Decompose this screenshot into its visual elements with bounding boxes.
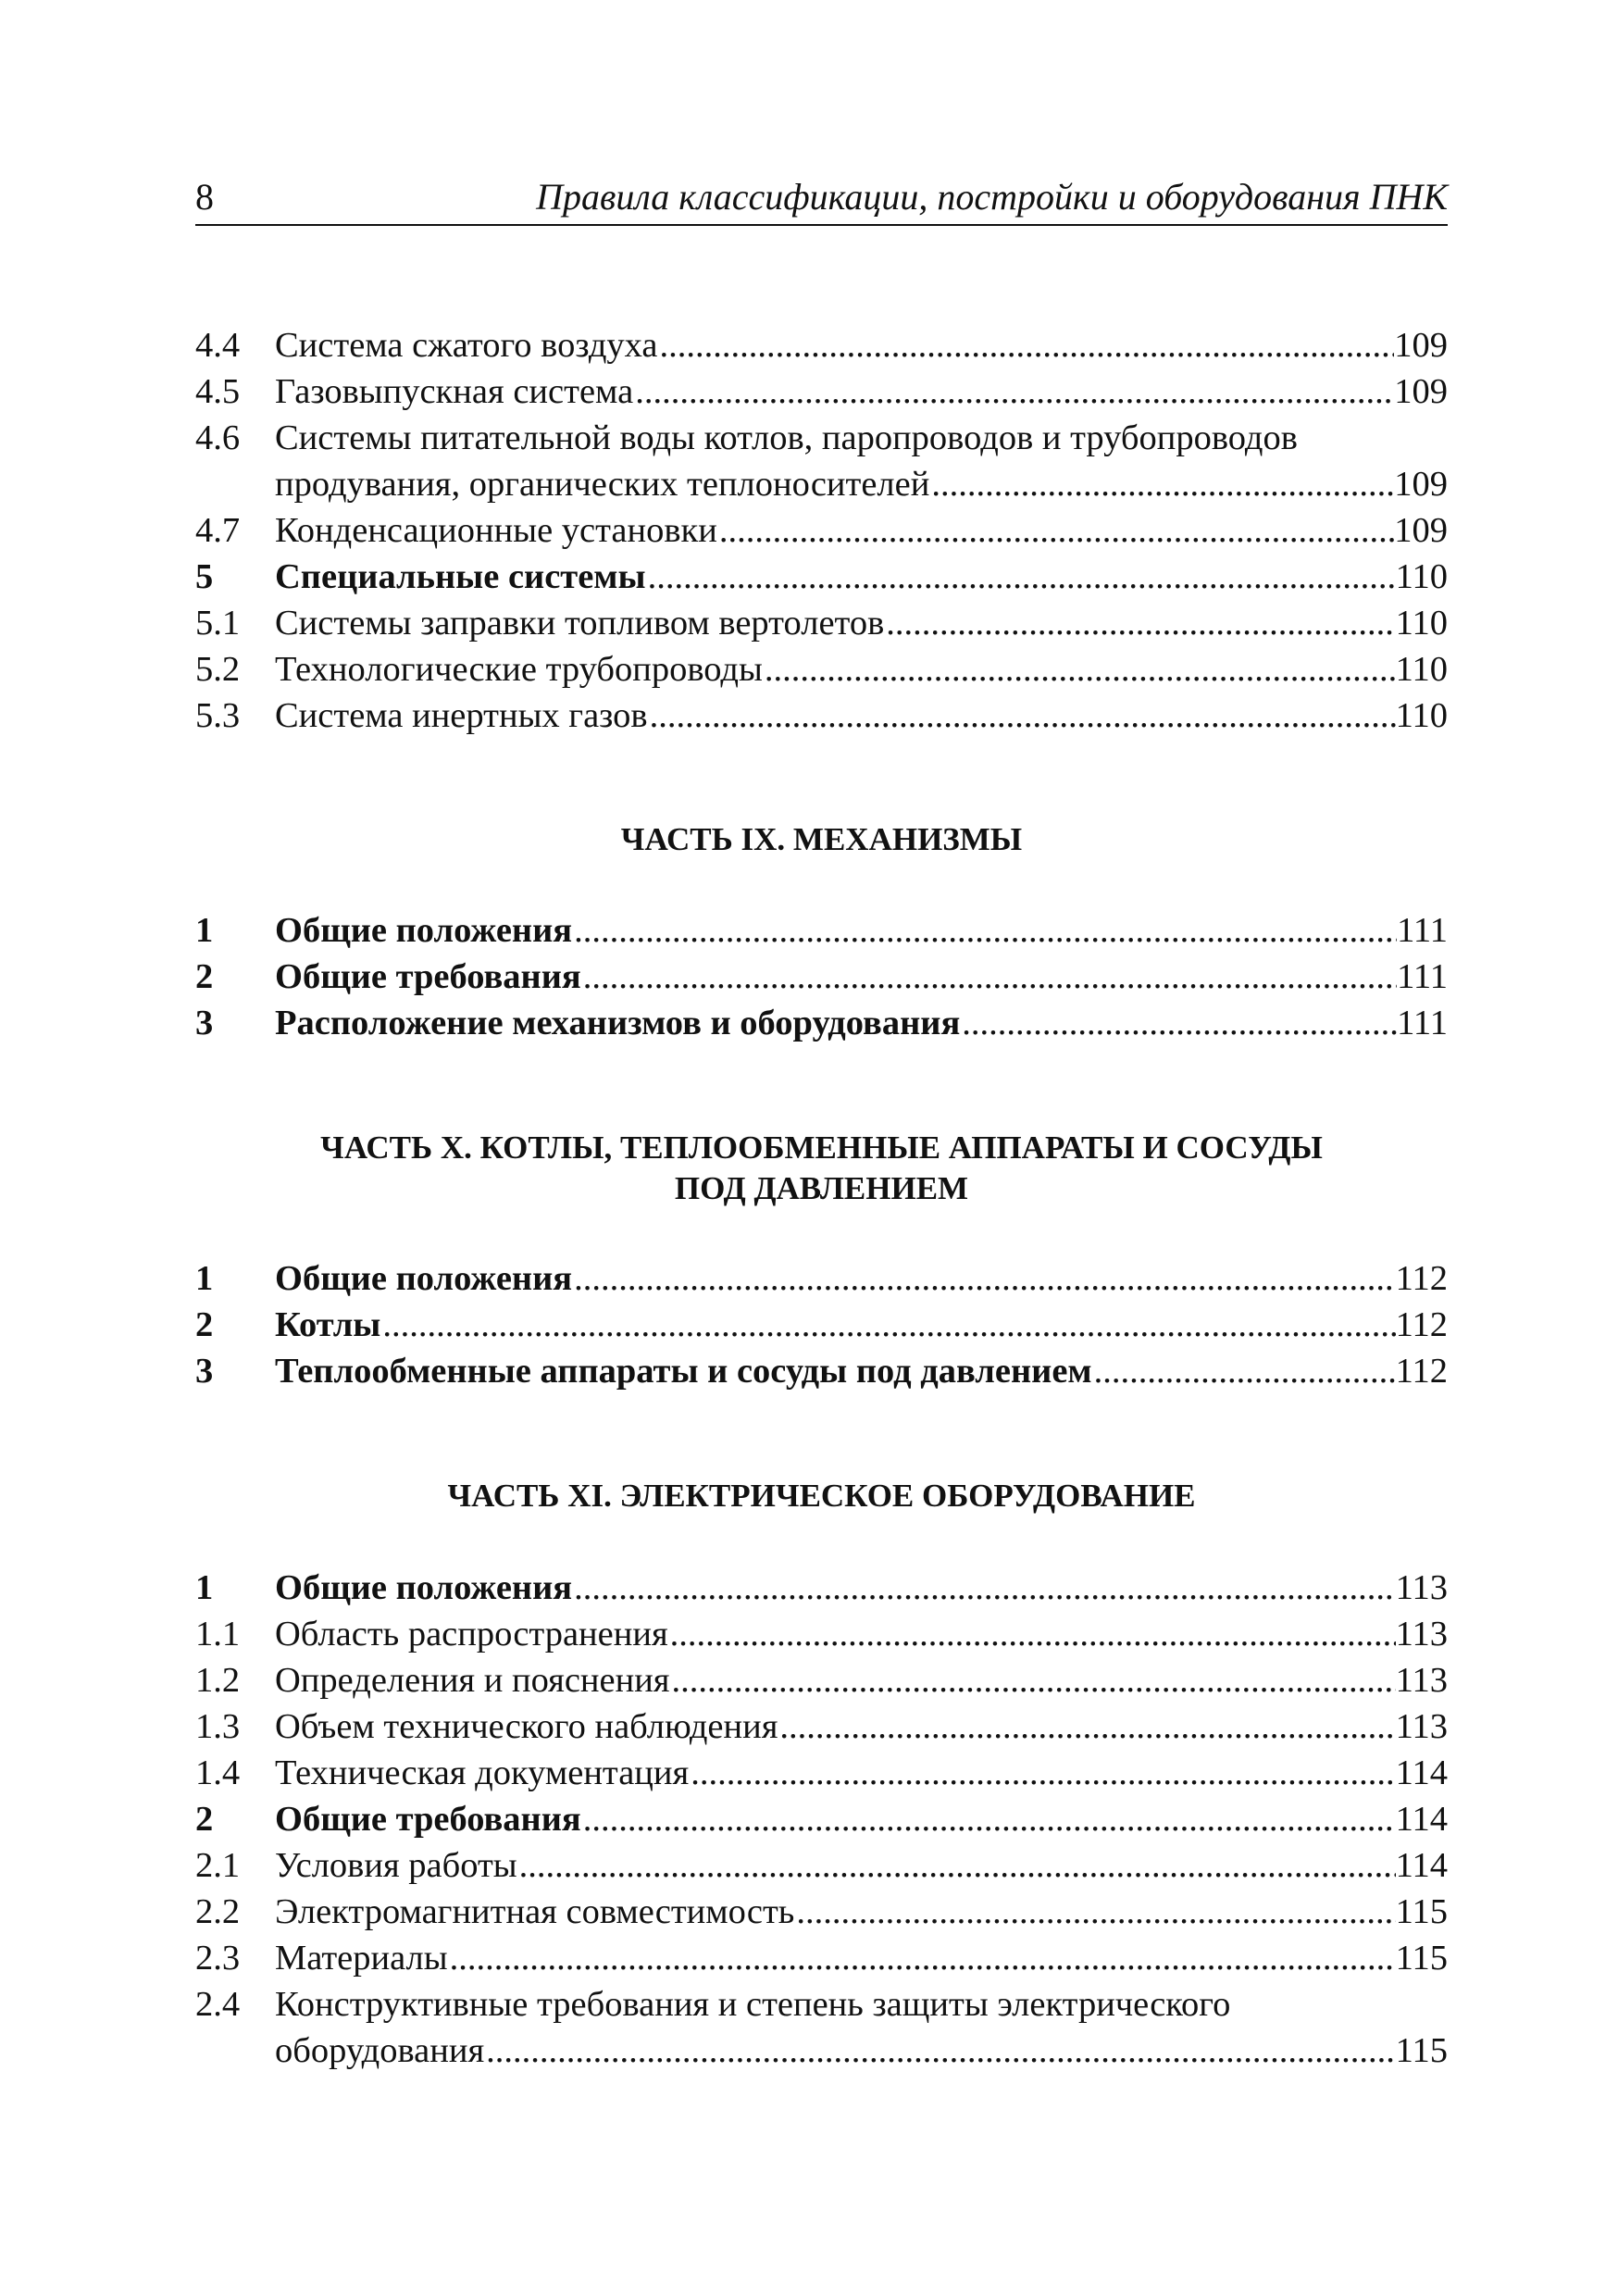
toc-part-x: [195, 1255, 1448, 1394]
toc-entry[interactable]: [195, 1750, 1448, 1796]
toc-entry-number: 1.2: [195, 1661, 241, 1700]
toc-entry-title-line1: Системы питательной воды котлов, паропроводов и трубопроводов: [275, 418, 1298, 457]
dot-leader: [484, 2028, 1396, 2074]
dot-leader: [658, 322, 1395, 368]
toc-entry-number: 2: [195, 1305, 214, 1344]
toc-entry[interactable]: [195, 1255, 1448, 1302]
toc-entry-number: 4.7: [195, 511, 241, 550]
toc-entry[interactable]: [195, 954, 1448, 1000]
toc-entry-title: продувания, органических теплоносителей: [275, 465, 930, 504]
toc-entry[interactable]: [195, 1935, 1448, 1981]
part-heading: [195, 1128, 1448, 1209]
toc-entry[interactable]: [195, 368, 1448, 415]
toc-entry-number: 5.3: [195, 696, 241, 735]
page-number: 8: [195, 176, 214, 218]
toc-entry-number: 5: [195, 557, 214, 596]
dot-leader: [717, 507, 1394, 554]
toc-entry-number: 1.1: [195, 1615, 241, 1653]
toc-entry[interactable]: [195, 1842, 1448, 1889]
toc-entry-page: 111: [1397, 957, 1448, 996]
toc-entry-title: Общие положения: [275, 1568, 573, 1607]
dot-leader: [929, 461, 1394, 507]
toc-entry-page: 110: [1395, 696, 1448, 735]
toc-entry-page: 111: [1397, 911, 1448, 950]
dot-leader: [689, 1750, 1395, 1796]
dot-leader: [1092, 1348, 1396, 1394]
toc-entry-title: Общие положения: [275, 911, 573, 950]
toc-entry[interactable]: [195, 1000, 1448, 1046]
dot-leader: [960, 1000, 1397, 1046]
running-header: [195, 172, 1448, 226]
toc-entry-number: 5.2: [195, 650, 241, 689]
dot-leader: [448, 1935, 1396, 1981]
toc-entry-page: 113: [1395, 1661, 1448, 1700]
toc-entry-page: 115: [1395, 1939, 1448, 1978]
toc-entry[interactable]: [195, 646, 1448, 693]
toc-entry-title: Область распространения: [275, 1615, 668, 1653]
toc-entry-number: 1: [195, 1259, 214, 1298]
toc-entry-page: 110: [1395, 604, 1448, 643]
part-heading-line1: ЧАСТЬ X. КОТЛЫ, ТЕПЛООБМЕННЫЕ АППАРАТЫ И СОСУДЫ: [320, 1129, 1323, 1166]
dot-leader: [633, 368, 1394, 415]
part-heading: ЧАСТЬ XI. ЭЛЕКТРИЧЕСКОЕ ОБОРУДОВАНИЕ: [447, 1478, 1196, 1514]
toc-continued: [195, 322, 1448, 739]
dot-leader: [668, 1611, 1396, 1657]
toc-entry-page: 109: [1394, 372, 1448, 411]
toc-entry-number: 4.6: [195, 418, 241, 457]
toc-entry-number: 2.1: [195, 1846, 241, 1885]
toc-entry[interactable]: [195, 1302, 1448, 1348]
toc-entry-title: Техническая документация: [275, 1753, 690, 1792]
toc-entry-page: 115: [1395, 2031, 1448, 2070]
dot-leader: [778, 1703, 1395, 1750]
toc-entry[interactable]: [195, 1611, 1448, 1657]
dot-leader: [794, 1889, 1395, 1935]
toc-entry-number: 2.3: [195, 1939, 241, 1978]
toc-entry-title: Расположение механизмов и оборудования: [275, 1004, 961, 1042]
toc-entry-number: 1.4: [195, 1753, 241, 1792]
toc-entry-title: оборудования: [275, 2031, 485, 2070]
toc-entry-title: Газовыпускная система: [275, 372, 634, 411]
dot-leader: [581, 1796, 1396, 1842]
toc-entry[interactable]: [195, 322, 1448, 368]
toc-entry-page: 113: [1395, 1615, 1448, 1653]
toc-entry-number: 5.1: [195, 604, 241, 643]
dot-leader: [648, 693, 1396, 739]
toc-entry-title: Специальные системы: [275, 557, 646, 596]
toc-entry-number: 1: [195, 911, 214, 950]
toc-entry-page: 109: [1394, 326, 1448, 365]
toc-entry-title: Теплообменные аппараты и сосуды под давлением: [275, 1352, 1092, 1391]
running-title: Правила классификации, постройки и оборудования ПНК: [536, 176, 1448, 218]
toc-entry-page: 114: [1395, 1846, 1448, 1885]
dot-leader: [572, 1255, 1396, 1302]
toc-entry-page: 109: [1394, 465, 1448, 504]
toc-entry-title: Котлы: [275, 1305, 381, 1344]
dot-leader: [884, 600, 1395, 646]
toc-entry-number: 4.5: [195, 372, 241, 411]
toc-entry-page: 114: [1395, 1753, 1448, 1792]
toc-entry-page: 113: [1395, 1568, 1448, 1607]
dot-leader: [572, 1565, 1396, 1611]
toc-entry-page: 112: [1395, 1352, 1448, 1391]
dot-leader: [581, 954, 1397, 1000]
toc-entry-number: 2: [195, 957, 214, 996]
toc-part-ix: [195, 907, 1448, 1046]
toc-entry-title: Материалы: [275, 1939, 448, 1978]
toc-entry[interactable]: [195, 1657, 1448, 1703]
toc-entry-title: Общие требования: [275, 1800, 581, 1839]
toc-entry-title: Условия работы: [275, 1846, 517, 1885]
toc-entry-title: Определения и пояснения: [275, 1661, 670, 1700]
toc-entry-title: Электромагнитная совместимость: [275, 1892, 795, 1931]
toc-entry-page: 112: [1395, 1259, 1448, 1298]
dot-leader: [670, 1657, 1396, 1703]
toc-entry-page: 111: [1397, 1004, 1448, 1042]
toc-part-xi: [195, 1565, 1448, 2074]
toc-entry[interactable]: [195, 507, 1448, 554]
part-heading-line2: ПОД ДАВЛЕНИЕМ: [674, 1170, 969, 1206]
toc-entry-page: 113: [1395, 1707, 1448, 1746]
toc-entry-title: Общие положения: [275, 1259, 573, 1298]
toc-entry[interactable]: [195, 1703, 1448, 1750]
dot-leader: [380, 1302, 1395, 1348]
toc-entry-number: 1.3: [195, 1707, 241, 1746]
toc-entry-page: 114: [1395, 1800, 1448, 1839]
toc-entry[interactable]: [195, 693, 1448, 739]
toc-entry[interactable]: [195, 554, 1448, 600]
toc-entry-number: 2.2: [195, 1892, 241, 1931]
toc-entry-title: Система инертных газов: [275, 696, 648, 735]
dot-leader: [517, 1842, 1396, 1889]
toc-entry[interactable]: [195, 1796, 1448, 1842]
toc-entry-page: 110: [1395, 557, 1448, 596]
toc-entry-page: 112: [1395, 1305, 1448, 1344]
dot-leader: [763, 646, 1396, 693]
part-heading: ЧАСТЬ IX. МЕХАНИЗМЫ: [620, 821, 1023, 857]
toc-entry-title: Общие требования: [275, 957, 581, 996]
toc-entry[interactable]: [195, 415, 1448, 507]
toc-entry-number: 3: [195, 1004, 214, 1042]
toc-entry[interactable]: [195, 600, 1448, 646]
toc-entry[interactable]: [195, 907, 1448, 954]
toc-entry-page: 109: [1394, 511, 1448, 550]
toc-entry-title: Технологические трубопроводы: [275, 650, 763, 689]
toc-entry-title: Объем технического наблюдения: [275, 1707, 778, 1746]
toc-entry[interactable]: [195, 1348, 1448, 1394]
toc-entry-number: 1: [195, 1568, 214, 1607]
toc-entry[interactable]: [195, 1889, 1448, 1935]
dot-leader: [646, 554, 1396, 600]
toc-entry-number: 2.4: [195, 1985, 241, 2024]
toc-entry-number: 4.4: [195, 326, 241, 365]
toc-entry[interactable]: [195, 1565, 1448, 1611]
toc-entry-page: 110: [1395, 650, 1448, 689]
toc-entry-number: 2: [195, 1800, 214, 1839]
toc-entry-title: Система сжатого воздуха: [275, 326, 658, 365]
toc-entry-number: 3: [195, 1352, 214, 1391]
toc-entry-title: Конденсационные установки: [275, 511, 717, 550]
dot-leader: [572, 907, 1397, 954]
toc-entry-title-line1: Конструктивные требования и степень защиты электрического: [275, 1985, 1231, 2024]
toc-entry-title: Системы заправки топливом вертолетов: [275, 604, 885, 643]
toc-entry-page: 115: [1395, 1892, 1448, 1931]
toc-entry[interactable]: [195, 1981, 1448, 2074]
